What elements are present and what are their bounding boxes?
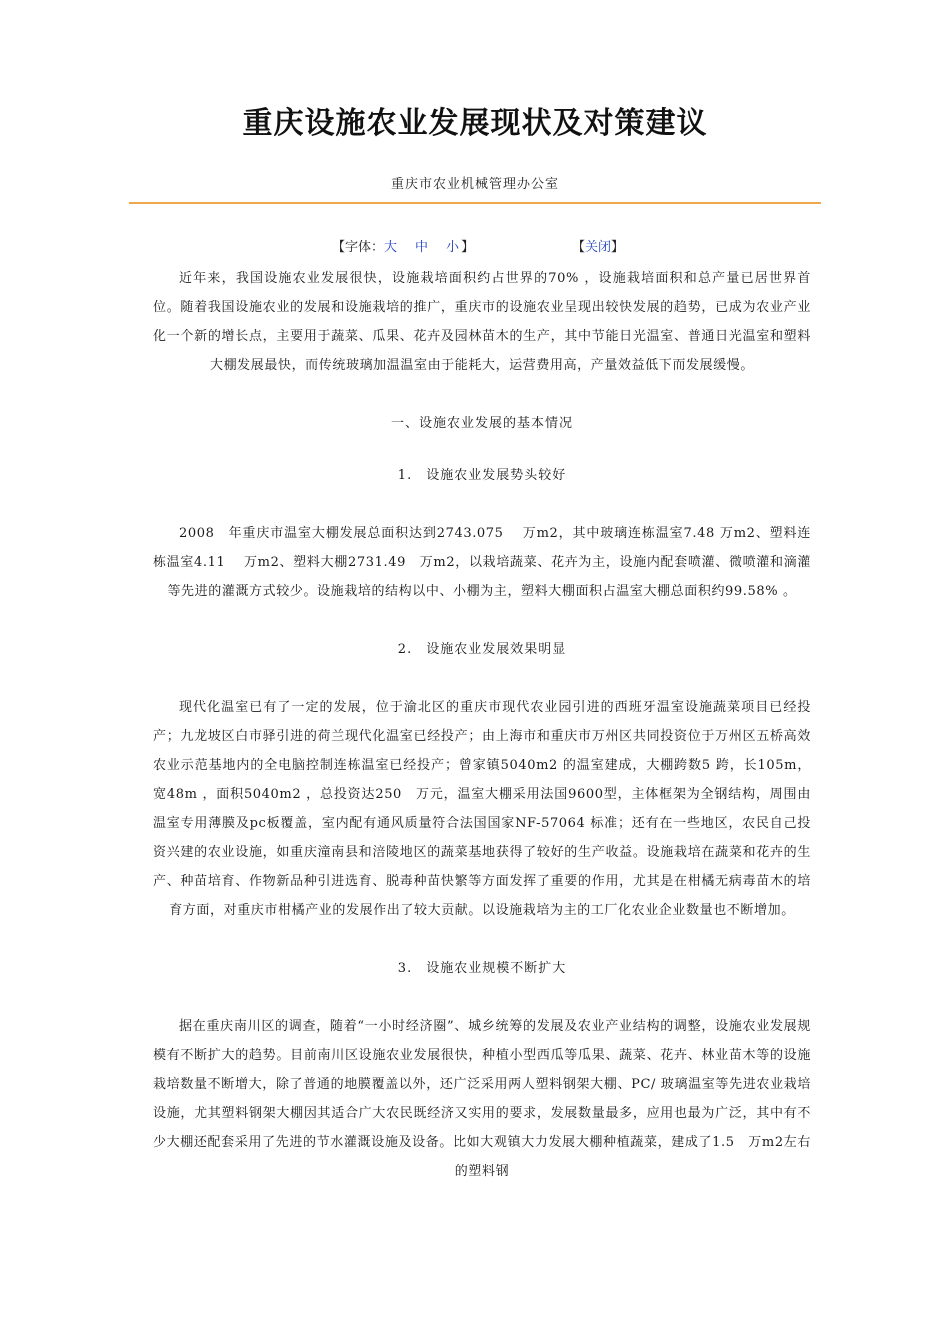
spacer <box>153 664 811 693</box>
author-line: 重庆市农业机械管理办公室 <box>390 177 559 192</box>
section-heading-basic: 一、设施农业发展的基本情况 <box>390 416 573 431</box>
font-label-suffix: 】 <box>461 240 475 255</box>
spacer <box>153 438 811 461</box>
font-size-controls <box>332 236 474 255</box>
page-title: 重庆设施农业发展现状及对策建议 <box>242 106 708 141</box>
effect-paragraph: 现代化温室已有了一定的发展，位于渝北区的重庆市现代农业园引进的西班牙温室设施蔬菜项目已经投产；九龙坡区白市驿引进的荷兰现代化温室已经投产；由上海市和重庆市万州区共同投资位于万州区五桥高效农业示范基地内的全电脑控制连栋温室已经投产；曾家镇5040m2 的温室建成，大棚跨数5 跨，长105m，宽48m ，面积5040m2 ，总投资达250 万元，温室大棚采用法国9600型，主体框架为全钢结构，周围由温室专用薄膜及pc板覆盖，室内配有通风质量符合法国国家NF-57064 标准；还有在一些地区，农民自己投资兴建的农业设施，如重庆潼南县和涪陵地区的蔬菜基地获得了较好的生产收益。设施栽培在蔬菜和花卉的生产、种苗培育、作物新品种引进选育、脱毒种苗快繁等方面发挥了重要的作用，尤其是在柑橘无病毒苗木的培育方面，对重庆市柑橘产业的发展作出了较大贡献。以设施栽培为主的工厂化农业企业数量也不断增加。 <box>153 700 811 918</box>
trend-paragraph: 2008 年重庆市温室大棚发展总面积达到2743.075 万m2，其中玻璃连栋温室7.48 万m2、塑料连栋温室4.11 万m2、塑料大棚2731.49 万m2，以栽培蔬菜、花卉为主，设施内配套喷灌、微喷灌和滴灌等先进的灌溉方式较少。设施栽培的结构以中、小棚为主，塑料大棚面积占温室大棚总面积约99.58% 。 <box>153 526 811 599</box>
subheading-scale: 3. 设施农业规模不断扩大 <box>397 961 567 976</box>
font-medium-link[interactable]: 中 <box>415 240 429 255</box>
close-bracket-right: 】 <box>611 240 625 255</box>
subheading-effect: 2. 设施农业发展效果明显 <box>397 642 567 657</box>
spacer <box>153 490 811 519</box>
font-small-link[interactable]: 小 <box>446 240 460 255</box>
subheading-trend: 1. 设施农业发展势头较好 <box>397 468 567 483</box>
spacer <box>153 925 811 954</box>
article-body <box>153 264 811 1186</box>
intro-paragraph: 近年来，我国设施农业发展很快，设施栽培面积约占世界的70% ，设施栽培面积和总产量已居世界首位。随着我国设施农业的发展和设施栽培的推广，重庆市的设施农业呈现出较快发展的趋势，已成为农业产业化一个新的增长点，主要用于蔬菜、瓜果、花卉及园林苗木的生产，其中节能日光温室、普通日光温室和塑料大棚发展最快，而传统玻璃加温温室由于能耗大，运营费用高，产量效益低下而发展缓慢。 <box>153 271 811 373</box>
font-large-link[interactable]: 大 <box>384 240 398 255</box>
title-divider <box>129 202 821 204</box>
close-control <box>572 236 624 255</box>
spacer <box>153 983 811 1012</box>
spacer <box>153 380 811 409</box>
scale-paragraph: 据在重庆南川区的调查，随着“一小时经济圈”、城乡统筹的发展及农业产业结构的调整，设施农业发展规模有不断扩大的趋势。目前南川区设施农业发展很快，种植小型西瓜等瓜果、蔬菜、花卉、林业苗木等的设施栽培数量不断增大，除了普通的地膜覆盖以外，还广泛采用两人塑料钢架大棚、PC/ 玻璃温室等先进农业栽培设施，尤其塑料钢架大棚因其适合广大农民既经济又实用的要求，发展数量最多，应用也最为广泛，其中有不少大棚还配套采用了先进的节水灌溉设施及设备。比如大观镇大力发展大棚种植蔬菜，建成了1.5 万m2左右的塑料钢 <box>153 1019 811 1179</box>
close-link[interactable]: 关闭 <box>585 240 612 255</box>
font-label-prefix: 【字体： <box>332 240 385 255</box>
close-bracket-left: 【 <box>572 240 586 255</box>
spacer <box>153 606 811 635</box>
